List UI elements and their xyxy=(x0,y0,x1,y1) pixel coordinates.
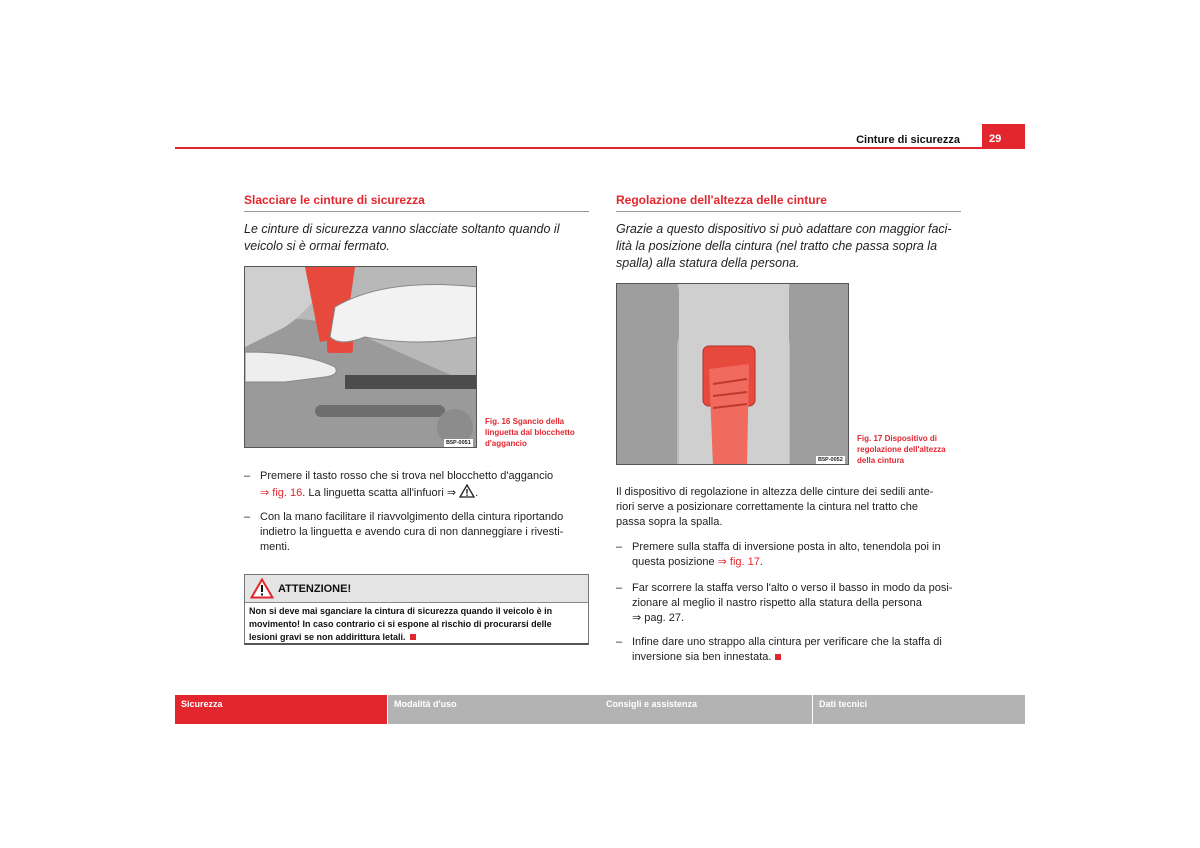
left-column xyxy=(244,193,589,255)
figure-16-caption-line: d'aggancio xyxy=(485,439,527,448)
end-marker-icon xyxy=(775,654,781,660)
lead-text-height-adjust: Grazie a questo dispositivo si può adattare con maggior faci-lità la posizione della cintura (nel tratto che passa sopra la spalla) alla statura della persona. xyxy=(616,222,952,270)
list-item-line: menti. xyxy=(260,541,290,553)
list-dash: – xyxy=(244,511,251,523)
list-dash: – xyxy=(616,636,623,648)
end-marker-icon xyxy=(410,634,416,640)
paragraph-line: passa sopra la spalla. xyxy=(616,516,723,528)
list-item-text: . La linguetta scatta all'infuori ⇒ xyxy=(302,487,460,499)
figure-17-caption xyxy=(857,433,961,466)
warning-text-line: Non si deve mai sganciare la cintura di sicurezza quando il veicolo è in xyxy=(249,606,553,616)
figure-17-caption-line: regolazione dell'altezza xyxy=(857,445,946,454)
warning-header xyxy=(245,575,588,603)
body-paragraph xyxy=(616,485,961,530)
page-number: 29 xyxy=(982,124,1025,148)
list-item-line xyxy=(616,555,961,570)
list-dash: – xyxy=(244,470,251,482)
figure-17-code: B5P-0052 xyxy=(818,457,843,463)
section-title-height-adjust: Regolazione dell'altezza delle cinture xyxy=(616,193,961,212)
list-dash: – xyxy=(616,582,623,594)
footer-tab-consigli-assistenza[interactable]: Consigli e assistenza xyxy=(600,695,812,724)
list-item xyxy=(616,635,961,665)
footer-tab-modalita-uso[interactable]: Modalità d'uso xyxy=(388,695,600,724)
figure-17-caption-line: Fig. 17 Dispositivo di xyxy=(857,434,938,443)
running-header-title: Cinture di sicurezza xyxy=(856,134,960,146)
list-item xyxy=(244,510,589,555)
paragraph-line: Il dispositivo di regolazione in altezza delle cinture dei sedili ante- xyxy=(616,486,934,498)
list-item-line: ⇒ fig. 16. La linguetta scatta all'infuori ⇒ . xyxy=(244,484,589,501)
fig-16-link[interactable]: ⇒ fig. 16 xyxy=(260,487,303,499)
list-item-line xyxy=(616,650,961,665)
list-item xyxy=(616,540,961,570)
list-item-text: . xyxy=(759,556,763,568)
paragraph-line: riori serve a posizionare correttamente la cintura nel tratto che xyxy=(616,501,919,513)
list-item-text: questa posizione xyxy=(632,556,718,568)
figure-16-caption xyxy=(485,416,585,449)
footer-tab-sicurezza[interactable]: Sicurezza xyxy=(175,695,387,724)
lead-text-unfasten: Le cinture di sicurezza vanno slacciate soltanto quando il veicolo si è ormai fermato. xyxy=(244,222,560,253)
page-27-link[interactable]: ⇒ pag. 27. xyxy=(632,612,685,624)
list-dash: – xyxy=(616,541,623,553)
list-item xyxy=(244,469,589,501)
section-title-unfasten: Slacciare le cinture di sicurezza xyxy=(244,193,589,212)
warning-text-line xyxy=(249,631,584,644)
figure-17-image xyxy=(616,283,849,465)
warning-icon xyxy=(250,578,274,599)
figure-16-code: B5P-0051 xyxy=(446,440,471,446)
warning-text xyxy=(245,603,588,646)
list-item xyxy=(616,581,961,626)
warning-box xyxy=(244,574,589,645)
list-item-line: Premere il tasto rosso che si trova nel blocchetto d'aggancio xyxy=(260,470,554,482)
warning-text-line: movimento! In caso contrario ci si espone al rischio di procurarsi delle xyxy=(249,619,552,629)
list-item-line: Con la mano facilitare il riavvolgimento della cintura riportando xyxy=(260,511,564,523)
warning-label: ATTENZIONE! xyxy=(278,583,352,595)
figure-17-caption-line: della cintura xyxy=(857,456,905,465)
list-item-text: inversione sia ben innestata. xyxy=(632,651,772,663)
list-item-line: zionare al meglio il nastro rispetto alla statura della persona xyxy=(632,597,922,609)
right-column xyxy=(616,193,961,272)
list-item-line: Premere sulla staffa di inversione posta in alto, tenendola poi in xyxy=(632,541,941,553)
list-item-line: indietro la linguetta e avendo cura di non danneggiare i rivesti- xyxy=(260,526,564,538)
warning-text-end: lesioni gravi se non addirittura letali. xyxy=(249,632,406,642)
figure-16-image xyxy=(244,266,477,448)
list-item-line: Far scorrere la staffa verso l'alto o verso il basso in modo da posi- xyxy=(632,582,953,594)
footer-tab-dati-tecnici[interactable]: Dati tecnici xyxy=(813,695,1025,724)
list-item-line: Infine dare uno strappo alla cintura per verificare che la staffa di xyxy=(632,636,942,648)
header-rule xyxy=(175,147,1025,149)
figure-16-caption-line: Fig. 16 Sgancio della xyxy=(485,417,565,426)
fig-17-link[interactable]: ⇒ fig. 17 xyxy=(717,556,760,568)
figure-16-caption-line: linguetta dal blocchetto xyxy=(485,428,575,437)
warning-icon xyxy=(459,484,475,498)
